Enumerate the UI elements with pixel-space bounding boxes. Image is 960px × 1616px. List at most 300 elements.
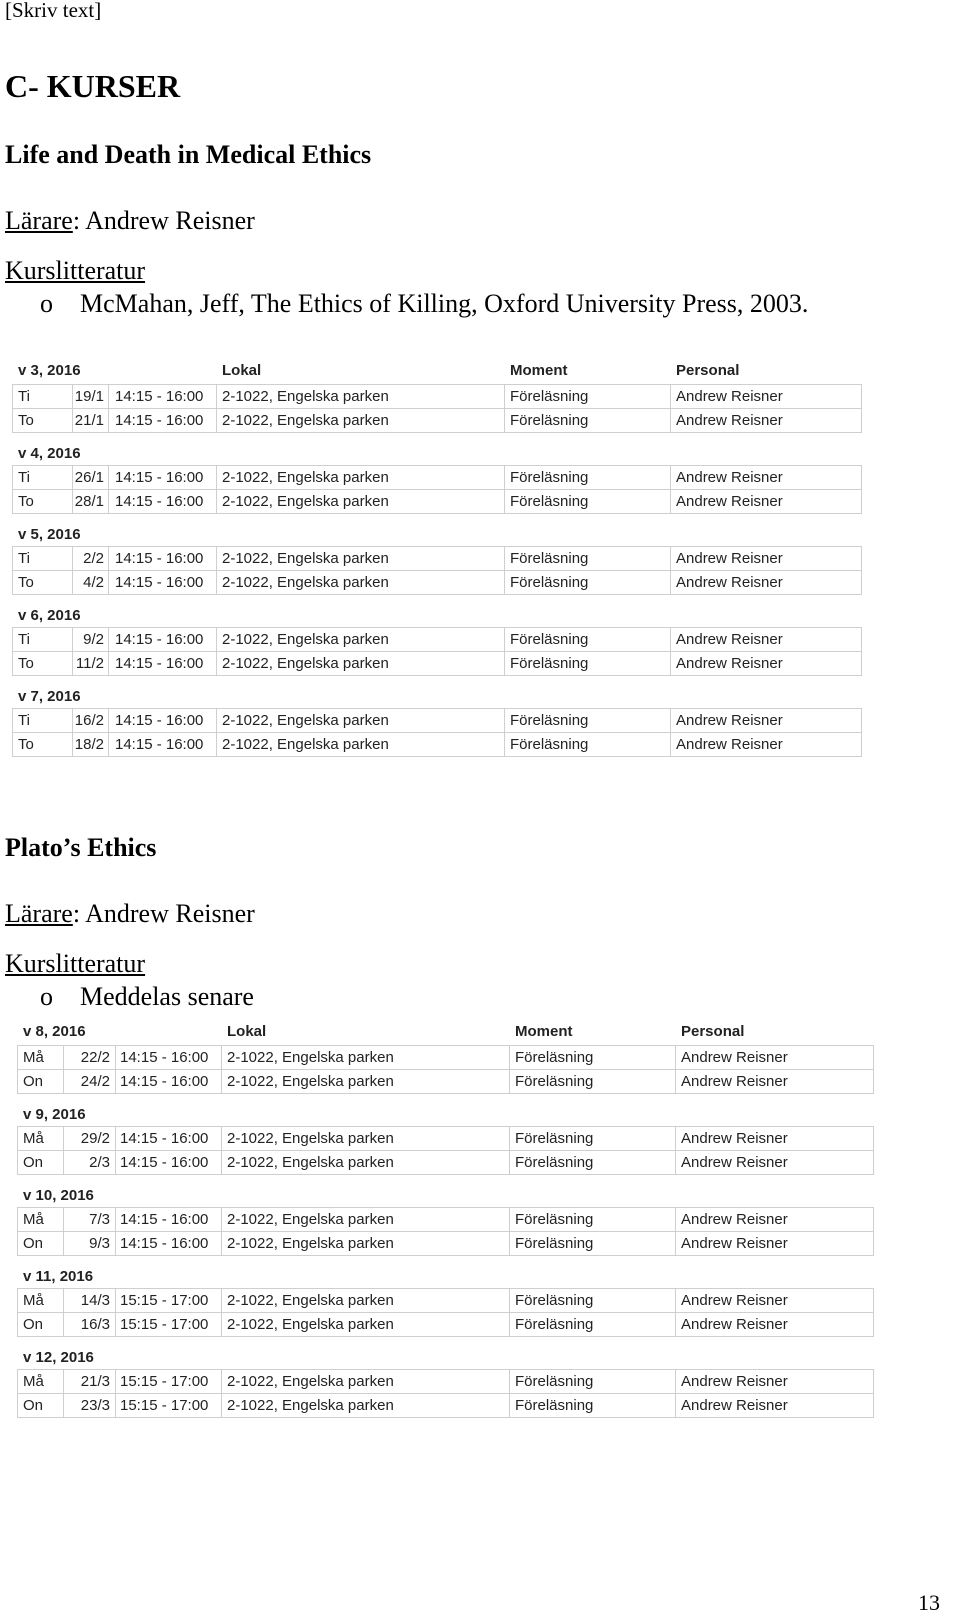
- column-divider: [873, 1151, 874, 1174]
- column-divider: [108, 466, 109, 489]
- table-row: [17, 1369, 874, 1394]
- literature-text: Meddelas senare: [80, 982, 254, 1011]
- week-label: v 8, 2016: [23, 1023, 86, 1040]
- time-cell: 14:15 - 16:00: [115, 736, 204, 753]
- column-divider: [504, 628, 505, 651]
- column-divider: [12, 733, 13, 756]
- column-divider: [675, 1370, 676, 1393]
- column-divider: [17, 1313, 18, 1336]
- column-divider: [17, 1151, 18, 1174]
- week-block: [17, 1347, 874, 1418]
- week-block: [12, 605, 862, 676]
- column-divider: [221, 1070, 222, 1093]
- moment-cell: Föreläsning: [515, 1235, 594, 1252]
- staff-cell: Andrew Reisner: [681, 1235, 788, 1252]
- day-cell: To: [18, 412, 34, 429]
- moment-cell: Föreläsning: [510, 550, 589, 567]
- moment-cell: Föreläsning: [515, 1211, 594, 1228]
- column-divider: [108, 547, 109, 570]
- time-cell: 14:15 - 16:00: [120, 1049, 209, 1066]
- date-cell: 21/3: [80, 1373, 110, 1390]
- column-divider: [12, 547, 13, 570]
- day-cell: Må: [23, 1373, 44, 1390]
- column-divider: [861, 385, 862, 408]
- moment-cell: Föreläsning: [510, 493, 589, 510]
- table-row: [12, 384, 862, 409]
- day-cell: To: [18, 736, 34, 753]
- column-divider: [675, 1289, 676, 1312]
- column-divider: [873, 1313, 874, 1336]
- table-row: [17, 1151, 874, 1175]
- column-divider: [221, 1046, 222, 1069]
- column-divider: [17, 1127, 18, 1150]
- column-divider: [216, 571, 217, 594]
- column-divider: [12, 571, 13, 594]
- staff-cell: Andrew Reisner: [676, 493, 783, 510]
- column-divider: [504, 409, 505, 432]
- date-cell: 2/3: [89, 1154, 110, 1171]
- column-divider: [873, 1289, 874, 1312]
- column-divider: [675, 1151, 676, 1174]
- time-cell: 14:15 - 16:00: [115, 550, 204, 567]
- table-row: [17, 1070, 874, 1094]
- column-divider: [221, 1394, 222, 1417]
- column-divider: [861, 652, 862, 675]
- time-cell: 14:15 - 16:00: [115, 493, 204, 510]
- column-divider: [216, 628, 217, 651]
- week-label: v 11, 2016: [23, 1268, 94, 1285]
- room-cell: 2-1022, Engelska parken: [227, 1154, 394, 1171]
- week-block: [12, 524, 862, 595]
- column-divider: [509, 1370, 510, 1393]
- week-label: v 6, 2016: [18, 607, 81, 624]
- week-label: v 9, 2016: [23, 1106, 86, 1123]
- time-cell: 14:15 - 16:00: [115, 574, 204, 591]
- column-divider: [115, 1394, 116, 1417]
- time-cell: 14:15 - 16:00: [115, 388, 204, 405]
- day-cell: To: [18, 493, 34, 510]
- column-divider: [72, 628, 73, 651]
- teacher-line-2: [5, 899, 255, 929]
- column-divider: [670, 733, 671, 756]
- column-divider: [509, 1127, 510, 1150]
- column-divider: [504, 547, 505, 570]
- teacher-name: : Andrew Reisner: [72, 206, 255, 235]
- column-divider: [63, 1232, 64, 1255]
- date-cell: 29/2: [80, 1130, 110, 1147]
- moment-cell: Föreläsning: [510, 574, 589, 591]
- moment-cell: Föreläsning: [510, 712, 589, 729]
- column-divider: [108, 490, 109, 513]
- column-divider: [115, 1370, 116, 1393]
- staff-cell: Andrew Reisner: [681, 1373, 788, 1390]
- column-divider: [504, 385, 505, 408]
- day-cell: Må: [23, 1292, 44, 1309]
- table-row: [12, 409, 862, 433]
- column-divider: [72, 490, 73, 513]
- column-divider: [221, 1313, 222, 1336]
- week-label: v 10, 2016: [23, 1187, 94, 1204]
- staff-cell: Andrew Reisner: [681, 1154, 788, 1171]
- staff-cell: Andrew Reisner: [681, 1316, 788, 1333]
- column-divider: [675, 1232, 676, 1255]
- table-row: [17, 1232, 874, 1256]
- column-divider: [670, 547, 671, 570]
- date-cell: 26/1: [74, 469, 104, 486]
- bullet-icon: o: [40, 982, 53, 1011]
- column-divider: [72, 733, 73, 756]
- staff-cell: Andrew Reisner: [676, 631, 783, 648]
- staff-cell: Andrew Reisner: [676, 388, 783, 405]
- column-divider: [17, 1070, 18, 1093]
- column-divider: [63, 1046, 64, 1069]
- staff-cell: Andrew Reisner: [681, 1211, 788, 1228]
- day-cell: On: [23, 1397, 44, 1414]
- column-divider: [861, 709, 862, 732]
- table-row: [12, 465, 862, 490]
- column-divider: [12, 466, 13, 489]
- column-divider: [17, 1370, 18, 1393]
- column-divider: [221, 1208, 222, 1231]
- column-divider: [17, 1289, 18, 1312]
- table-row: [17, 1126, 874, 1151]
- staff-cell: Andrew Reisner: [681, 1073, 788, 1090]
- section-title: C- KURSER: [5, 68, 181, 104]
- room-cell: 2-1022, Engelska parken: [227, 1316, 394, 1333]
- column-divider: [216, 490, 217, 513]
- table-row: [12, 490, 862, 514]
- column-divider: [63, 1151, 64, 1174]
- column-divider: [115, 1208, 116, 1231]
- course-title-1: Life and Death in Medical Ethics: [5, 140, 372, 169]
- table-row: [17, 1207, 874, 1232]
- schedule-table-1: [12, 360, 862, 767]
- column-divider: [861, 628, 862, 651]
- week-block: [17, 1045, 874, 1094]
- moment-cell: Föreläsning: [510, 388, 589, 405]
- column-divider: [72, 466, 73, 489]
- column-divider: [12, 628, 13, 651]
- column-divider: [72, 709, 73, 732]
- table-row: [12, 733, 862, 757]
- room-cell: 2-1022, Engelska parken: [227, 1292, 394, 1309]
- column-divider: [63, 1289, 64, 1312]
- week-block: [17, 1104, 874, 1175]
- day-cell: To: [18, 574, 34, 591]
- column-divider: [861, 409, 862, 432]
- date-cell: 16/3: [80, 1316, 110, 1333]
- date-cell: 11/2: [75, 655, 104, 672]
- column-divider: [72, 547, 73, 570]
- staff-cell: Andrew Reisner: [681, 1397, 788, 1414]
- date-cell: 9/3: [89, 1235, 110, 1252]
- table-row: [12, 708, 862, 733]
- bullet-icon: o: [40, 289, 53, 318]
- table-row: [17, 1045, 874, 1070]
- time-cell: 15:15 - 17:00: [120, 1316, 209, 1333]
- day-cell: Ti: [18, 712, 30, 729]
- column-divider: [72, 409, 73, 432]
- column-divider: [675, 1208, 676, 1231]
- column-divider: [17, 1208, 18, 1231]
- literature-heading-2: Kurslitteratur: [5, 949, 146, 978]
- day-cell: On: [23, 1073, 44, 1090]
- room-cell: 2-1022, Engelska parken: [227, 1397, 394, 1414]
- column-divider: [72, 652, 73, 675]
- column-divider: [504, 652, 505, 675]
- room-cell: 2-1022, Engelska parken: [222, 631, 389, 648]
- room-cell: 2-1022, Engelska parken: [222, 712, 389, 729]
- column-divider: [509, 1289, 510, 1312]
- schedule-header: [17, 1021, 874, 1045]
- column-divider: [675, 1313, 676, 1336]
- time-cell: 14:15 - 16:00: [115, 631, 204, 648]
- day-cell: On: [23, 1316, 44, 1333]
- column-divider: [670, 709, 671, 732]
- date-cell: 19/1: [74, 388, 104, 405]
- column-divider: [115, 1313, 116, 1336]
- date-cell: 4/2: [83, 574, 104, 591]
- table-row: [17, 1313, 874, 1337]
- column-divider: [670, 571, 671, 594]
- column-divider: [115, 1289, 116, 1312]
- column-divider: [221, 1232, 222, 1255]
- moment-cell: Föreläsning: [515, 1373, 594, 1390]
- week-block: [17, 1185, 874, 1256]
- moment-cell: Föreläsning: [510, 469, 589, 486]
- teacher-label: Lärare: [5, 899, 73, 928]
- column-divider: [861, 490, 862, 513]
- column-divider: [861, 733, 862, 756]
- week-label: v 5, 2016: [18, 526, 81, 543]
- column-divider: [509, 1313, 510, 1336]
- room-cell: 2-1022, Engelska parken: [222, 412, 389, 429]
- day-cell: Ti: [18, 469, 30, 486]
- column-divider: [115, 1232, 116, 1255]
- teacher-name: : Andrew Reisner: [72, 899, 255, 928]
- column-divider: [504, 733, 505, 756]
- time-cell: 15:15 - 17:00: [120, 1397, 209, 1414]
- column-divider: [509, 1394, 510, 1417]
- header-moment: Moment: [515, 1023, 573, 1040]
- column-divider: [861, 466, 862, 489]
- time-cell: 14:15 - 16:00: [120, 1154, 209, 1171]
- time-cell: 14:15 - 16:00: [115, 412, 204, 429]
- staff-cell: Andrew Reisner: [676, 550, 783, 567]
- column-divider: [216, 547, 217, 570]
- day-cell: To: [18, 655, 34, 672]
- column-divider: [509, 1046, 510, 1069]
- staff-cell: Andrew Reisner: [676, 469, 783, 486]
- teacher-line-1: [5, 206, 255, 236]
- time-cell: 14:15 - 16:00: [120, 1211, 209, 1228]
- moment-cell: Föreläsning: [515, 1316, 594, 1333]
- date-cell: 23/3: [80, 1397, 110, 1414]
- staff-cell: Andrew Reisner: [676, 412, 783, 429]
- column-divider: [12, 385, 13, 408]
- room-cell: 2-1022, Engelska parken: [222, 736, 389, 753]
- column-divider: [504, 571, 505, 594]
- column-divider: [72, 571, 73, 594]
- moment-cell: Föreläsning: [515, 1292, 594, 1309]
- column-divider: [17, 1046, 18, 1069]
- column-divider: [108, 628, 109, 651]
- week-block: [17, 1266, 874, 1337]
- moment-cell: Föreläsning: [515, 1130, 594, 1147]
- schedule-table-2: [17, 1021, 874, 1428]
- column-divider: [216, 409, 217, 432]
- day-cell: Må: [23, 1211, 44, 1228]
- column-divider: [12, 490, 13, 513]
- column-divider: [63, 1127, 64, 1150]
- column-divider: [216, 733, 217, 756]
- column-divider: [873, 1070, 874, 1093]
- room-cell: 2-1022, Engelska parken: [227, 1235, 394, 1252]
- column-divider: [63, 1208, 64, 1231]
- column-divider: [108, 409, 109, 432]
- day-cell: Ti: [18, 388, 30, 405]
- week-label: v 4, 2016: [18, 445, 81, 462]
- staff-cell: Andrew Reisner: [681, 1130, 788, 1147]
- column-divider: [670, 628, 671, 651]
- time-cell: 14:15 - 16:00: [120, 1130, 209, 1147]
- moment-cell: Föreläsning: [510, 736, 589, 753]
- column-divider: [17, 1232, 18, 1255]
- week-block: [12, 443, 862, 514]
- column-divider: [12, 652, 13, 675]
- column-divider: [504, 709, 505, 732]
- column-divider: [675, 1127, 676, 1150]
- column-divider: [675, 1394, 676, 1417]
- day-cell: Ti: [18, 550, 30, 567]
- time-cell: 15:15 - 17:00: [120, 1373, 209, 1390]
- header-personal: Personal: [676, 362, 740, 379]
- staff-cell: Andrew Reisner: [676, 736, 783, 753]
- literature-heading-1: Kurslitteratur: [5, 256, 146, 285]
- room-cell: 2-1022, Engelska parken: [227, 1373, 394, 1390]
- page-number: 13: [918, 1590, 940, 1615]
- time-cell: 14:15 - 16:00: [120, 1235, 209, 1252]
- staff-cell: Andrew Reisner: [681, 1292, 788, 1309]
- column-divider: [216, 652, 217, 675]
- day-cell: Må: [23, 1049, 44, 1066]
- column-divider: [873, 1394, 874, 1417]
- moment-cell: Föreläsning: [515, 1397, 594, 1414]
- day-cell: On: [23, 1154, 44, 1171]
- column-divider: [509, 1151, 510, 1174]
- date-cell: 9/2: [83, 631, 104, 648]
- room-cell: 2-1022, Engelska parken: [227, 1130, 394, 1147]
- moment-cell: Föreläsning: [515, 1049, 594, 1066]
- schedule-header: [12, 360, 862, 384]
- date-cell: 22/2: [80, 1049, 110, 1066]
- week-label: v 7, 2016: [18, 688, 81, 705]
- column-divider: [873, 1208, 874, 1231]
- room-cell: 2-1022, Engelska parken: [222, 550, 389, 567]
- column-divider: [504, 490, 505, 513]
- column-divider: [675, 1070, 676, 1093]
- room-cell: 2-1022, Engelska parken: [227, 1073, 394, 1090]
- column-divider: [108, 733, 109, 756]
- header-lokal: Lokal: [227, 1023, 267, 1040]
- column-divider: [670, 490, 671, 513]
- column-divider: [221, 1151, 222, 1174]
- column-divider: [873, 1046, 874, 1069]
- moment-cell: Föreläsning: [510, 655, 589, 672]
- column-divider: [509, 1070, 510, 1093]
- time-cell: 14:15 - 16:00: [115, 469, 204, 486]
- staff-cell: Andrew Reisner: [676, 712, 783, 729]
- week-block: [12, 686, 862, 757]
- table-row: [12, 546, 862, 571]
- moment-cell: Föreläsning: [515, 1073, 594, 1090]
- column-divider: [63, 1313, 64, 1336]
- column-divider: [670, 385, 671, 408]
- column-divider: [12, 409, 13, 432]
- day-cell: Ti: [18, 631, 30, 648]
- column-divider: [115, 1070, 116, 1093]
- header-lokal: Lokal: [222, 362, 262, 379]
- header-note: [Skriv text]: [5, 0, 102, 22]
- time-cell: 15:15 - 17:00: [120, 1292, 209, 1309]
- column-divider: [861, 571, 862, 594]
- column-divider: [115, 1127, 116, 1150]
- column-divider: [108, 385, 109, 408]
- table-row: [17, 1394, 874, 1418]
- table-row: [12, 627, 862, 652]
- column-divider: [670, 466, 671, 489]
- date-cell: 2/2: [83, 550, 104, 567]
- column-divider: [63, 1070, 64, 1093]
- date-cell: 24/2: [80, 1073, 110, 1090]
- week-label: v 3, 2016: [18, 362, 81, 379]
- column-divider: [108, 571, 109, 594]
- column-divider: [216, 385, 217, 408]
- column-divider: [861, 547, 862, 570]
- room-cell: 2-1022, Engelska parken: [222, 388, 389, 405]
- room-cell: 2-1022, Engelska parken: [227, 1049, 394, 1066]
- column-divider: [17, 1394, 18, 1417]
- date-cell: 14/3: [80, 1292, 110, 1309]
- room-cell: 2-1022, Engelska parken: [222, 469, 389, 486]
- column-divider: [108, 652, 109, 675]
- table-row: [12, 571, 862, 595]
- column-divider: [221, 1289, 222, 1312]
- column-divider: [63, 1370, 64, 1393]
- column-divider: [108, 709, 109, 732]
- column-divider: [509, 1208, 510, 1231]
- column-divider: [675, 1046, 676, 1069]
- week-label: v 12, 2016: [23, 1349, 94, 1366]
- column-divider: [12, 709, 13, 732]
- column-divider: [221, 1370, 222, 1393]
- moment-cell: Föreläsning: [515, 1154, 594, 1171]
- course-title-2: Plato’s Ethics: [5, 833, 157, 862]
- date-cell: 7/3: [89, 1211, 110, 1228]
- column-divider: [216, 709, 217, 732]
- date-cell: 21/1: [74, 412, 104, 429]
- literature-item-2: [40, 982, 254, 1012]
- literature-text: McMahan, Jeff, The Ethics of Killing, Oxford University Press, 2003.: [80, 289, 809, 318]
- time-cell: 14:15 - 16:00: [115, 712, 204, 729]
- time-cell: 14:15 - 16:00: [120, 1073, 209, 1090]
- time-cell: 14:15 - 16:00: [115, 655, 204, 672]
- day-cell: On: [23, 1235, 44, 1252]
- header-personal: Personal: [681, 1023, 745, 1040]
- staff-cell: Andrew Reisner: [676, 655, 783, 672]
- literature-item-1: [40, 289, 808, 319]
- column-divider: [873, 1127, 874, 1150]
